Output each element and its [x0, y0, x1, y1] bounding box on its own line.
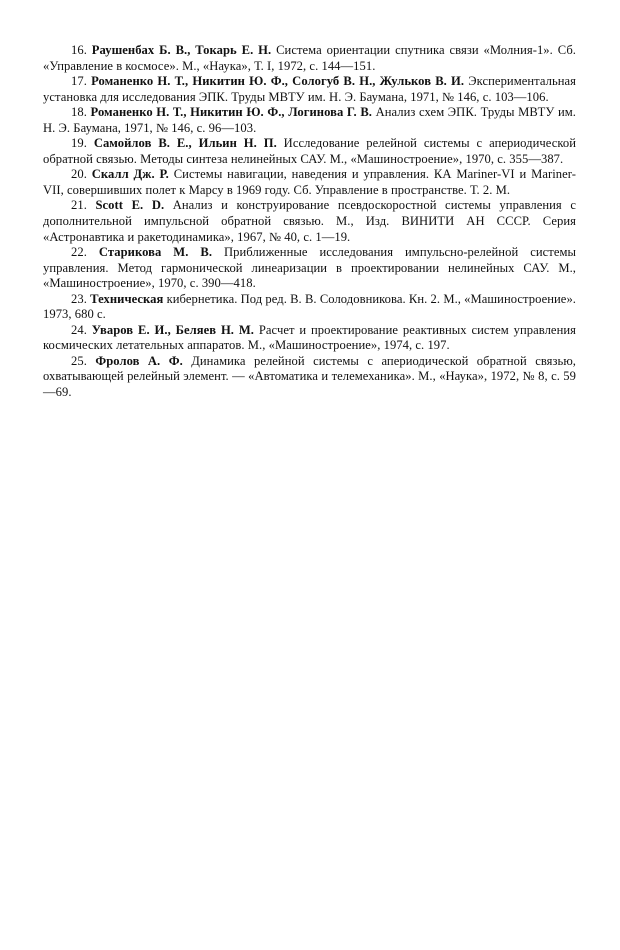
reference-text: Анализ и конструирование псевдоскоростной системы управления с дополнительной импульсной обратной связью. М., Изд. ВИНИТИ АН СССР. Серия «Астронавтика и ракетодинамика», 1967, № 40, с. 1—19. — [43, 198, 576, 244]
reference-number: 24. — [71, 322, 87, 337]
reference-authors: Техническая — [90, 291, 164, 306]
reference-authors: Фролов А. Ф. — [95, 353, 183, 368]
reference-item-16 — [43, 43, 576, 74]
reference-item-25 — [43, 354, 576, 401]
reference-item-22 — [43, 245, 576, 292]
reference-text: Динамика релейной системы с апериодической обратной связью, охватывающей релейный элемент. — «Автоматика и телемеханика». М., «Наука», 1972, № 8, с. 59—69. — [43, 353, 576, 400]
reference-number: 17. — [71, 74, 87, 89]
reference-list — [43, 43, 576, 401]
reference-text: Расчет и проектирование реактивных систем управления космических летательных аппаратов. М., «Машиностроение», 1974, с. 197. — [43, 322, 576, 353]
reference-authors: Скалл Дж. Р. — [91, 167, 169, 182]
reference-text: Системы навигации, наведения и управления. КА Mariner-VI и Mariner-VII, совершивших полет к Марсу в 1969 году. Сб. Управление в пространстве. Т. 2. М. — [43, 167, 577, 197]
reference-item-17 — [43, 74, 576, 105]
reference-item-19 — [43, 136, 576, 167]
reference-text: Приближенные исследования импульсно-релейной системы управления. Метод гармонической линеаризации в проектировании нелинейных САУ. М., «Машиностроение», 1970, с. 390—418. — [43, 245, 576, 291]
reference-authors: Романенко Н. Т., Никитин Ю. Ф., Сологуб В. Н., Жульков В. И. — [91, 74, 465, 89]
reference-text: кибернетика. Под ред. В. В. Солодовникова. Кн. 2. М., «Машиностроение». 1973, 680 с. — [43, 291, 576, 322]
reference-number: 16. — [71, 43, 87, 57]
reference-item-23 — [43, 292, 576, 323]
reference-item-18 — [43, 105, 576, 136]
reference-authors: Раушенбах Б. В., Токарь Е. Н. — [91, 43, 272, 57]
reference-number: 22. — [71, 245, 87, 260]
reference-authors: Старикова М. В. — [98, 245, 213, 260]
reference-item-20 — [43, 167, 576, 198]
reference-number: 19. — [71, 136, 87, 151]
reference-item-24 — [43, 323, 576, 354]
reference-authors: Романенко Н. Т., Никитин Ю. Ф., Логинова Г. В. — [90, 105, 372, 120]
reference-text: Экспериментальная установка для исследования ЭПК. Труды МВТУ им. Н. Э. Баумана, 1971, № 146, с. 103—106. — [43, 74, 577, 104]
reference-authors: Уваров Е. И., Беляев Н. М. — [91, 322, 254, 337]
reference-number: 23. — [71, 291, 87, 306]
reference-text: Исследование релейной системы с апериодической обратной связью. Методы синтеза нелинейных САУ. М., «Машиностроение», 1970, с. 355—387. — [43, 136, 577, 166]
reference-number: 25. — [71, 353, 87, 368]
reference-number: 20. — [71, 167, 87, 182]
reference-authors: Самойлов В. Е., Ильин Н. П. — [93, 136, 277, 151]
reference-number: 21. — [71, 198, 87, 213]
reference-item-21 — [43, 198, 576, 245]
reference-text: Система ориентации спутника связи «Молния-1». Сб. «Управление в космосе». М., «Наука», Т. I, 1972, с. 144—151. — [43, 43, 576, 73]
reference-authors: Scott E. D. — [95, 198, 165, 213]
reference-number: 18. — [71, 105, 87, 120]
reference-text: Анализ схем ЭПК. Труды МВТУ им. Н. Э. Баумана, 1971, № 146, с. 96—103. — [43, 105, 576, 135]
